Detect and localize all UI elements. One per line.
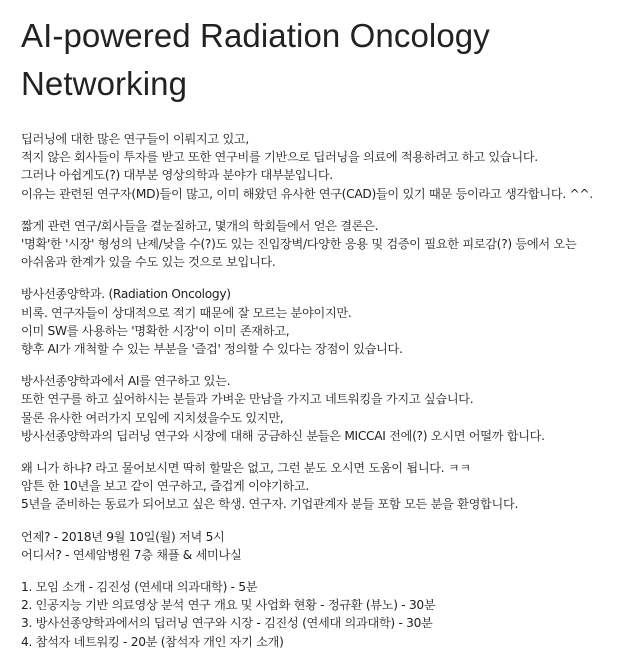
event-location: 어디서? - 연세암병원 7층 채플 & 세미나실: [21, 547, 242, 562]
invitation-paragraph: [21, 372, 620, 445]
title-line: Networking: [21, 65, 188, 102]
text-line: 왜 니가 하냐? 라고 물어보시면 딱히 할말은 없고, 그런 분도 오시면 도움이 됩니다. ㅋㅋ: [21, 461, 471, 476]
text-line: 암튼 한 10년을 보고 같이 연구하고, 즐겁게 이야기하고.: [21, 479, 310, 494]
text-line: 딥러닝에 대한 많은 연구들이 이뤄지고 있고,: [21, 132, 249, 146]
welcome-paragraph: [21, 459, 620, 514]
radiation-oncology-paragraph: [21, 285, 620, 358]
text-line: 향후 AI가 개척할 수 있는 부분을 '즐겁' 정의할 수 있다는 장점이 있습니다.: [21, 342, 403, 357]
text-line: 또한 연구를 하고 싶어하시는 분들과 가벼운 만남을 가지고 네트워킹을 가지고 싶습니다.: [21, 392, 474, 407]
text-line: 짧게 관련 연구/회사들을 곁눈질하고, 몇개의 학회들에서 얻은 결론은.: [21, 218, 379, 233]
page-title: [21, 12, 620, 108]
event-time: 언제? - 2018년 9월 10일(월) 저녁 5시: [21, 529, 225, 544]
agenda-item: 2. 인공지능 기반 의료영상 분석 연구 개요 및 사업화 현황 - 정규환 (뷰노) - 30분: [21, 598, 436, 613]
agenda-item: 3. 방사선종양학과에서의 딥러닝 연구와 시장 - 김진성 (연세대 의과대학) - 30분: [21, 616, 433, 631]
text-line: 5년을 준비하는 동료가 되어보고 싶은 학생. 연구자. 기업관계자 분들 포함 모든 분을 환영합니다.: [21, 497, 519, 512]
text-line: 방사선종양학과. (Radiation Oncology): [21, 287, 231, 302]
agenda-item: 1. 모임 소개 - 김진성 (연세대 의과대학) - 5분: [21, 580, 258, 595]
agenda-list: [21, 578, 620, 651]
page-body: [21, 130, 620, 651]
text-line: '명확'한 '시장' 형성의 난제/낮을 수(?)도 있는 진입장벽/다양한 응용 및 검증이 필요한 피로감(?) 등에서 오는: [21, 237, 577, 252]
text-line: 적지 않은 회사들이 투자를 받고 또한 연구비를 기반으로 딥러닝을 의료에 적용하려고 하고 있습니다.: [21, 150, 538, 165]
event-details: [21, 528, 620, 564]
text-line: 물론 유사한 여러가지 모임에 지치셨을수도 있지만,: [21, 410, 284, 425]
intro-paragraph: [21, 130, 620, 203]
text-line: 비록. 연구자들이 상대적으로 적기 때문에 잘 모르는 분야이지만.: [21, 305, 352, 320]
conclusion-paragraph: [21, 217, 620, 272]
text-line: 이미 SW를 사용하는 '명확한 시장'이 이미 존재하고,: [21, 323, 290, 338]
text-line: 방사선종양학과의 딥러닝 연구와 시장에 대해 궁금하신 분들은 MICCAI 전에(?) 오시면 어떨까 합니다.: [21, 428, 545, 443]
text-line: 아쉬움과 한계가 있을 수도 있는 것으로 보입니다.: [21, 255, 276, 270]
text-line: 그러나 아쉽게도(?) 대부분 영상의학과 분야가 대부분입니다.: [21, 168, 333, 183]
title-line: AI-powered Radiation Oncology: [21, 17, 490, 54]
text-line: 이유는 관련된 연구자(MD)들이 많고, 이미 해왔던 유사한 연구(CAD)들이 있기 때문 등이라고 생각합니다. ^^.: [21, 186, 593, 201]
agenda-item: 4. 참석자 네트워킹 - 20분 (참석자 개인 자기 소개): [21, 634, 284, 649]
text-line: 방사선종양학과에서 AI를 연구하고 있는.: [21, 374, 231, 389]
